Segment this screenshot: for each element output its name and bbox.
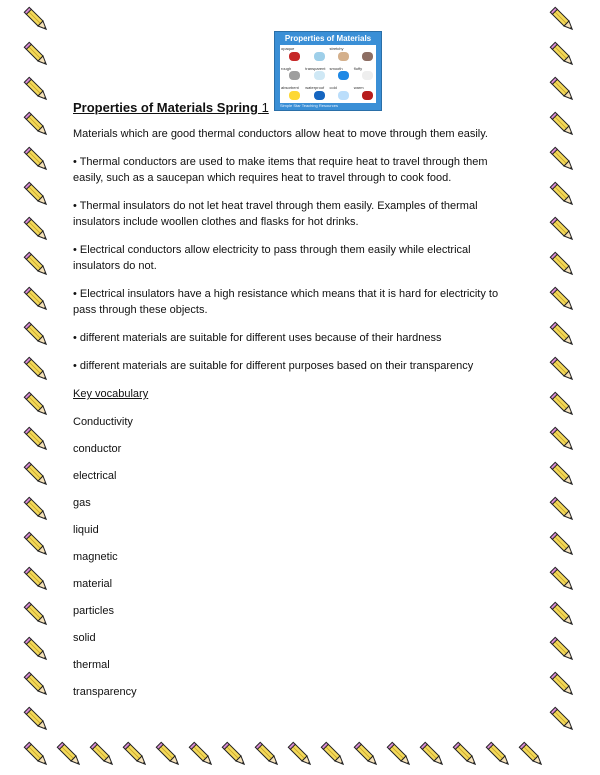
pencil-icon — [22, 250, 52, 280]
paragraph: • Electrical insulators have a high resistance which means that it is hard for electricity to pass through these objects. — [73, 288, 499, 316]
pencil-icon — [22, 390, 52, 420]
pencil-icon — [352, 740, 382, 770]
vocab-item: solid — [73, 632, 96, 644]
vocab-item: material — [73, 578, 113, 590]
pencil-icon — [548, 530, 578, 560]
vocab-item: electrical — [73, 470, 117, 482]
paragraph: • Electrical conductors allow electricity to pass through them easily while electrical insulators do not. — [73, 244, 471, 272]
pencil-icon — [517, 740, 547, 770]
pencil-icon — [253, 740, 283, 770]
pencil-icon — [22, 705, 52, 735]
pencil-icon — [220, 740, 250, 770]
pencil-icon — [548, 390, 578, 420]
pencil-icon — [22, 215, 52, 245]
pencil-icon — [548, 705, 578, 735]
pencil-icon — [548, 75, 578, 105]
pencil-icon — [22, 565, 52, 595]
pencil-icon — [88, 740, 118, 770]
vocab-item: particles — [73, 605, 114, 617]
pencil-icon — [22, 530, 52, 560]
vocab-item: magnetic — [73, 551, 118, 563]
vocab-item: Conductivity — [73, 416, 133, 428]
vocab-item: thermal — [73, 659, 110, 671]
paragraph: • different materials are suitable for different uses because of their hardness — [73, 332, 442, 344]
pencil-icon — [22, 495, 52, 525]
pencil-icon — [548, 635, 578, 665]
paragraph: • different materials are suitable for different purposes based on their transparency — [73, 360, 474, 372]
vocab-item: liquid — [73, 524, 99, 536]
pencil-icon — [548, 250, 578, 280]
pencil-icon — [548, 5, 578, 35]
paragraph: Materials which are good thermal conductors allow heat to move through them easily. — [73, 128, 488, 140]
pencil-icon — [548, 425, 578, 455]
thumbnail-grid — [280, 45, 376, 103]
document-body — [73, 100, 513, 711]
thumb-cell: smooth — [329, 65, 352, 84]
thumbnail-footer: Simple Star Teaching Resources — [280, 103, 338, 108]
vocab-item: gas — [73, 497, 91, 509]
pencil-icon — [22, 5, 52, 35]
thumb-cell — [353, 45, 376, 64]
properties-of-materials-thumbnail — [274, 31, 382, 111]
thumb-cell: transparent — [304, 65, 327, 84]
pencil-icon — [22, 635, 52, 665]
thumb-cell: stretchy — [329, 45, 352, 64]
pencil-icon — [548, 670, 578, 700]
pencil-icon — [548, 145, 578, 175]
pencil-icon — [22, 75, 52, 105]
pencil-icon — [548, 285, 578, 315]
thumb-cell: absorbent — [280, 84, 303, 103]
thumb-cell: opaque — [280, 45, 303, 64]
document-title: Properties of Materials Spring 1 — [73, 100, 269, 115]
pencil-icon — [548, 215, 578, 245]
pencil-icon — [22, 460, 52, 490]
pencil-icon — [451, 740, 481, 770]
paragraph: • Thermal insulators do not let heat travel through them easily. Examples of thermal insulators include woollen clothes and flasks for hot drinks. — [73, 200, 478, 228]
paragraph: • Thermal conductors are used to make items that require heat to travel through them easily, such as a saucepan which requires heat to travel through to cook food. — [73, 156, 488, 184]
pencil-icon — [548, 355, 578, 385]
vocab-heading: Key vocabulary — [73, 388, 149, 400]
pencil-icon — [548, 495, 578, 525]
pencil-icon — [385, 740, 415, 770]
pencil-icon — [22, 425, 52, 455]
pencil-icon — [548, 600, 578, 630]
thumb-cell: fluffy — [353, 65, 376, 84]
vocab-item: conductor — [73, 443, 122, 455]
thumb-cell: waterproof — [304, 84, 327, 103]
pencil-icon — [22, 600, 52, 630]
pencil-icon — [548, 40, 578, 70]
pencil-icon — [187, 740, 217, 770]
thumb-cell: warm — [353, 84, 376, 103]
pencil-icon — [548, 320, 578, 350]
pencil-icon — [286, 740, 316, 770]
pencil-icon — [22, 110, 52, 140]
thumb-cell: rough — [280, 65, 303, 84]
pencil-icon — [22, 670, 52, 700]
pencil-icon — [548, 565, 578, 595]
thumbnail-title: Properties of Materials — [284, 34, 372, 43]
thumb-cell: cold — [329, 84, 352, 103]
pencil-icon — [154, 740, 184, 770]
pencil-icon — [319, 740, 349, 770]
pencil-icon — [548, 180, 578, 210]
pencil-icon — [484, 740, 514, 770]
pencil-icon — [22, 320, 52, 350]
pencil-icon — [22, 40, 52, 70]
pencil-icon — [548, 460, 578, 490]
vocab-item: transparency — [73, 686, 137, 698]
pencil-icon — [55, 740, 85, 770]
pencil-icon — [22, 355, 52, 385]
pencil-icon — [22, 285, 52, 315]
title-number: 1 — [261, 100, 269, 115]
pencil-icon — [418, 740, 448, 770]
pencil-icon — [121, 740, 151, 770]
pencil-icon — [22, 180, 52, 210]
pencil-icon — [22, 740, 52, 770]
pencil-icon — [548, 110, 578, 140]
pencil-icon — [22, 145, 52, 175]
thumb-cell — [304, 45, 327, 64]
